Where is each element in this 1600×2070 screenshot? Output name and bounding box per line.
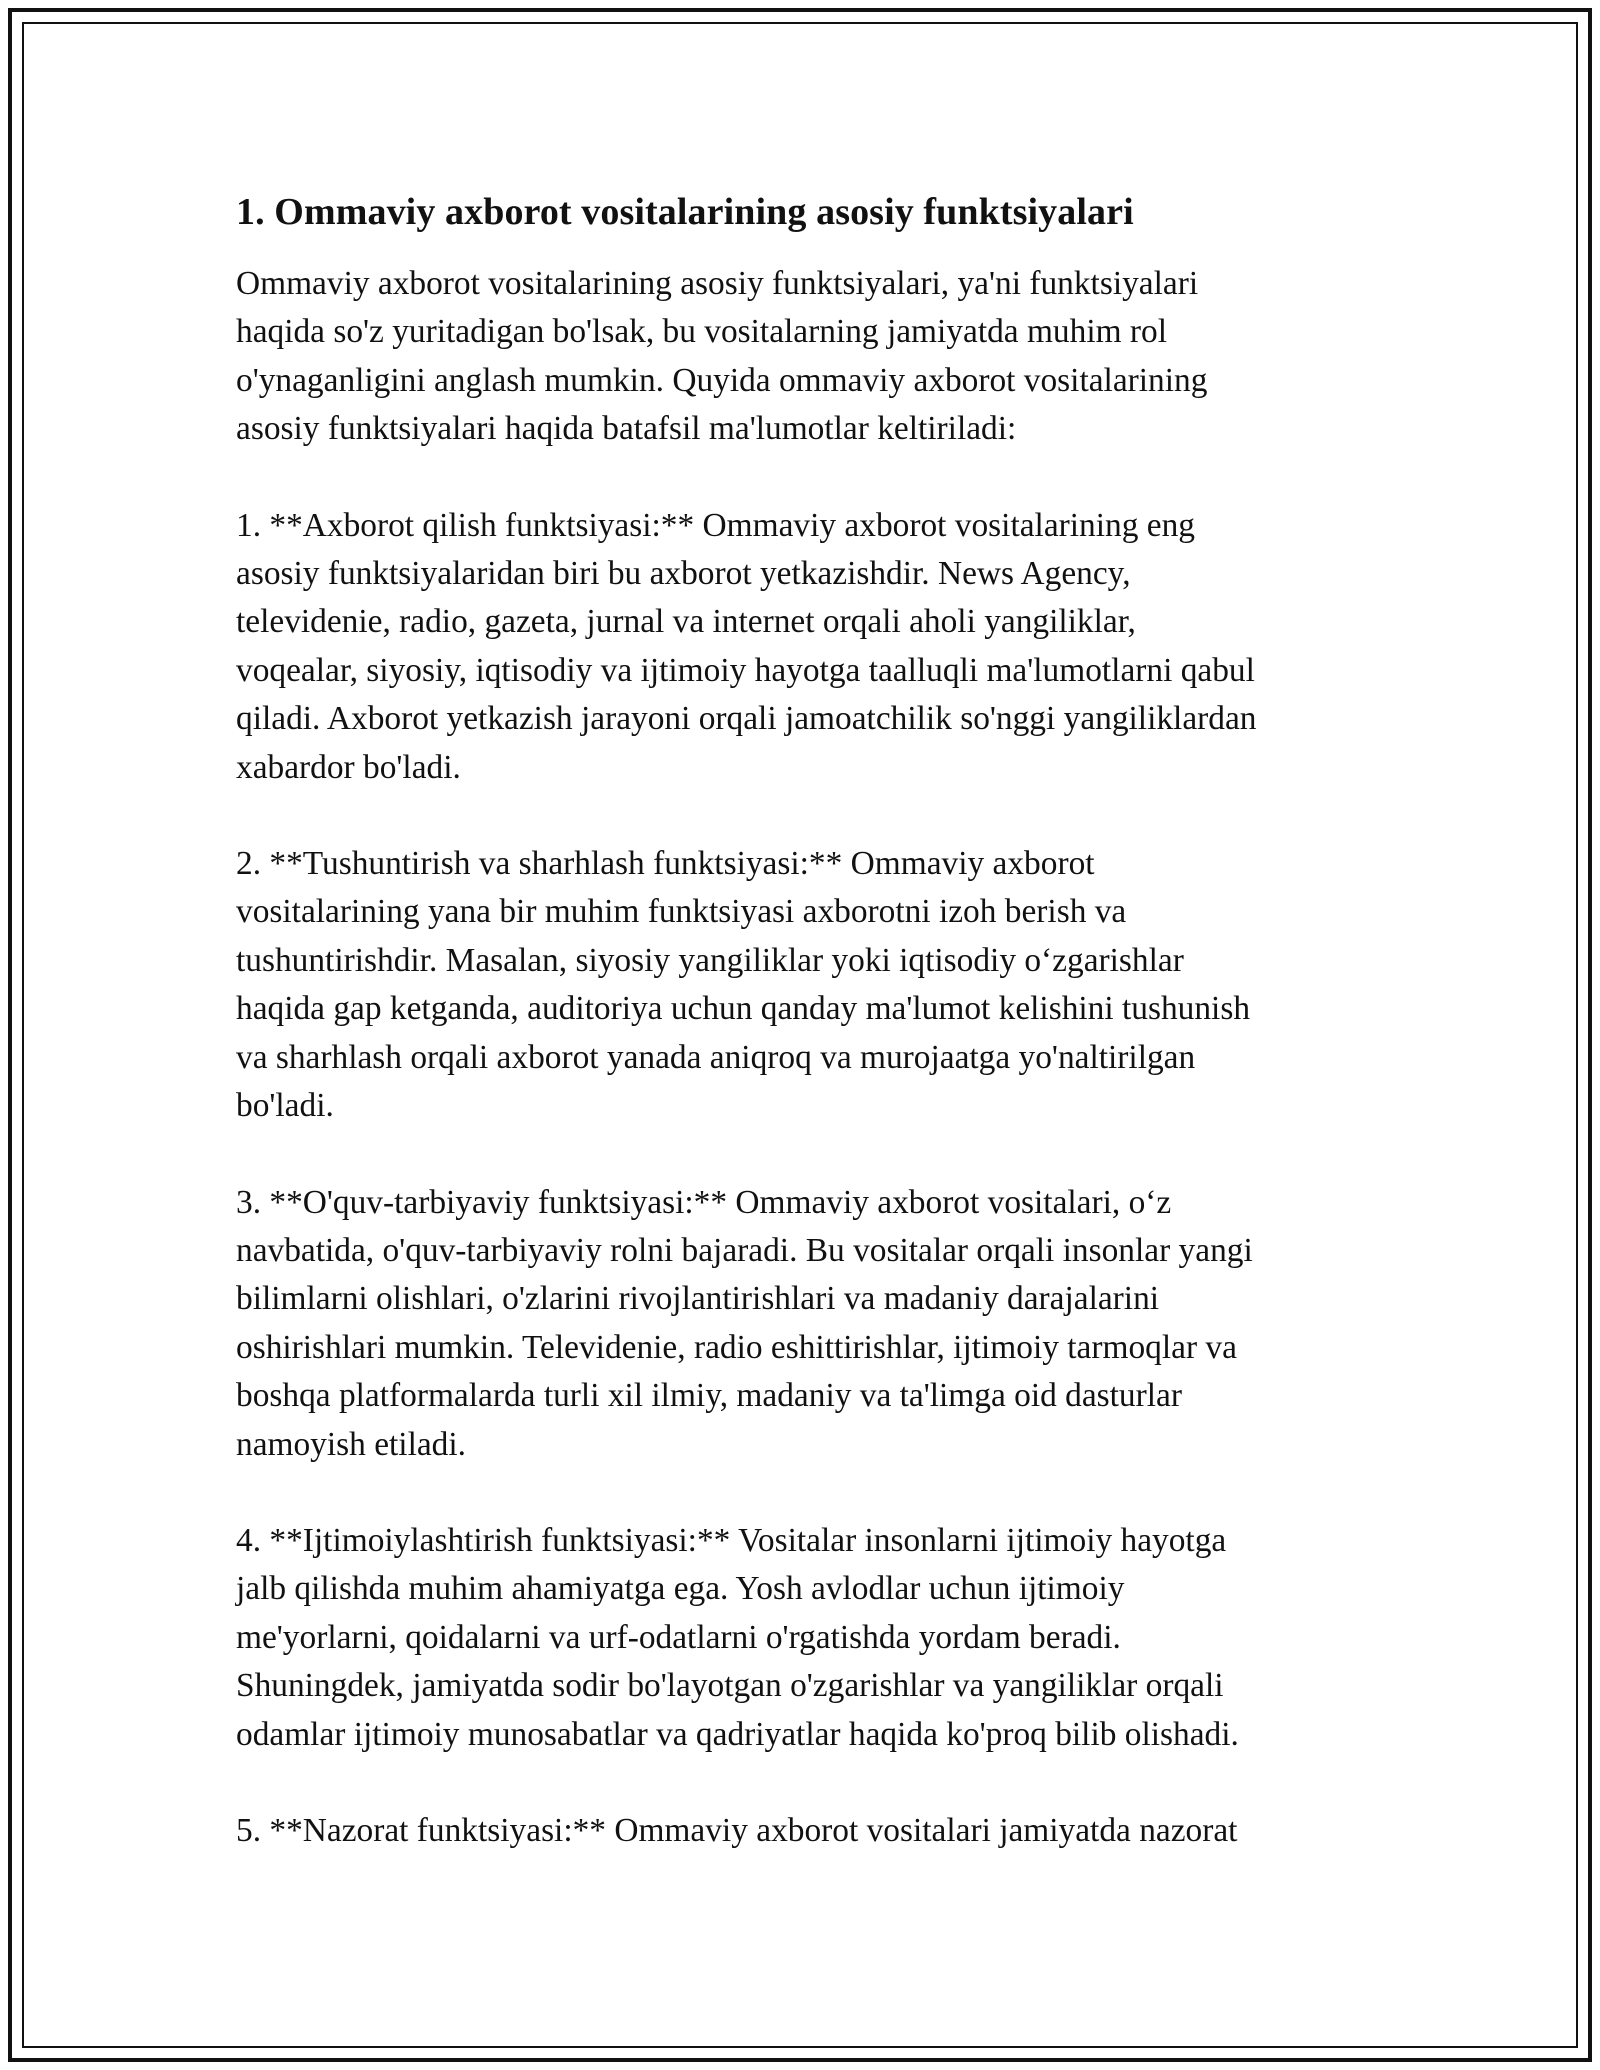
- paragraph-function-1: 1. **Axborot qilish funktsiyasi:** Ommaviy axborot vositalarining eng asosiy funktsiyalaridan biri bu axborot yetkazishdir. News Agency, televidenie, radio, gazeta, jurnal va internet orqali aholi yangiliklar, voqealar, siyosiy, iqtisodiy va ijtimoiy hayotga taalluqli ma'lumotlarni qabul qiladi. Axborot yetkazish jarayoni orqali jamoatchilik so'nggi yangiliklardan xabardor bo'ladi.: [236, 506, 1257, 786]
- section-heading: 1. Ommaviy axborot vositalarining asosiy funktsiyalari: [236, 191, 1134, 233]
- paragraph-function-5: 5. **Nazorat funktsiyasi:** Ommaviy axborot vositalari jamiyatda nazorat: [236, 1811, 1238, 1849]
- paragraph-function-4: 4. **Ijtimoiylashtirish funktsiyasi:** Vositalar insonlarni ijtimoiy hayotga jalb qilishda muhim ahamiyatga ega. Yosh avlodlar uchun ijtimoiy me'yorlarni, qoidalarni va urf-odatlarni o'rgatishda yordam beradi. Shuningdek, jamiyatda sodir bo'layotgan o'zgarishlar va yangiliklar orqali odamlar ijtimoiy munosabatlar va qadriyatlar haqida ko'proq bilib olishadi.: [236, 1521, 1239, 1753]
- document-body: [236, 188, 1376, 1855]
- paragraph-function-2: 2. **Tushuntirish va sharhlash funktsiyasi:** Ommaviy axborot vositalarining yana bir muhim funktsiyasi axborotni izoh berish va tushuntirishdir. Masalan, siyosiy yangiliklar yoki iqtisodiy o‘zgarishlar haqida gap ketganda, auditoriya uchun qanday ma'lumot kelishini tushunish va sharhlash orqali axborot yanada aniqroq va murojaatga yo'naltirilgan bo'ladi.: [236, 845, 1251, 1125]
- paragraph-function-3: 3. **O'quv-tarbiyaviy funktsiyasi:** Ommaviy axborot vositalari, o‘z navbatida, o'quv-tarbiyaviy rolni bajaradi. Bu vositalar orqali insonlar yangi bilimlarni olishlari, o'zlarini rivojlantirishlari va madaniy darajalarini oshirishlari mumkin. Televidenie, radio eshittirishlar, ijtimoiy tarmoqlar va boshqa platformalarda turli xil ilmiy, madaniy va ta'limga oid dasturlar namoyish etiladi.: [236, 1183, 1253, 1463]
- intro-paragraph: Ommaviy axborot vositalarining asosiy funktsiyalari, ya'ni funktsiyalari haqida so'z yuritadigan bo'lsak, bu vositalarning jamiyatda muhim rol o'ynaganligini anglash mumkin. Quyida ommaviy axborot vositalarining asosiy funktsiyalari haqida batafsil ma'lumotlar keltiriladi:: [236, 265, 1208, 448]
